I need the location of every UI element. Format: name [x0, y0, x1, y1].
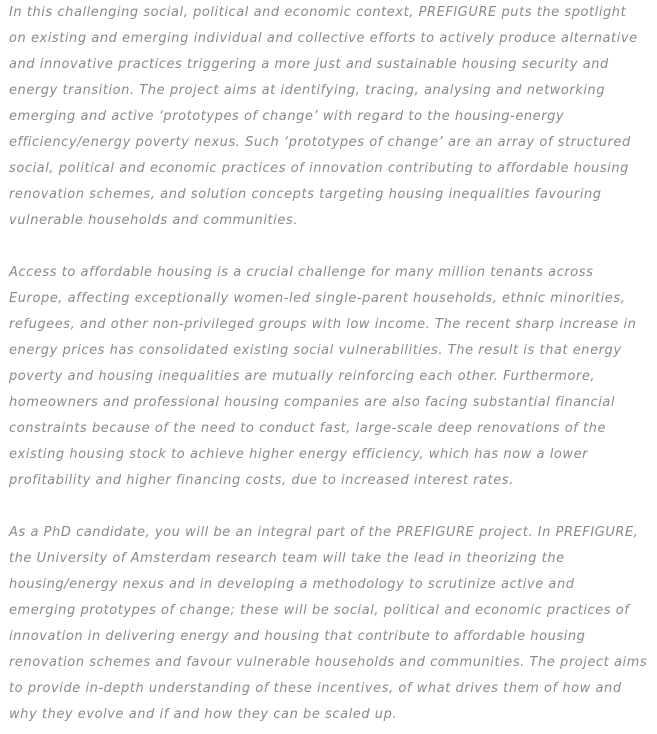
paragraph-spacer: [9, 234, 657, 260]
text-line: refugees, and other non-privileged groups with low income. The recent sharp increase in: [9, 317, 637, 332]
text-line: social, political and economic practices of innovation contributing to affordable housing: [9, 161, 629, 176]
text-line: constraints because of the need to conduct fast, large-scale deep renovations of the: [9, 421, 607, 436]
text-line: energy prices has consolidated existing social vulnerabilities. The result is that energy: [9, 343, 622, 358]
text-line: housing/energy nexus and in developing a methodology to scrutinize active and: [9, 577, 575, 592]
text-line: homeowners and professional housing companies are also facing substantial financial: [9, 395, 616, 410]
text-line: emerging prototypes of change; these will be social, political and economic practices of: [9, 603, 630, 618]
text-line: efficiency/energy poverty nexus. Such ‘prototypes of change’ are an array of structured: [9, 135, 631, 150]
text-line: emerging and active ‘prototypes of change’ with regard to the housing-energy: [9, 109, 565, 124]
text-line: the University of Amsterdam research team will take the lead in theorizing the: [9, 551, 565, 566]
text-line: In this challenging social, political and economic context, PREFIGURE puts the spotlight: [9, 5, 627, 20]
text-line: innovation in delivering energy and housing that contribute to affordable housing: [9, 629, 586, 644]
text-line: why they evolve and if and how they can be scaled up.: [9, 707, 398, 722]
document-body: [9, 0, 657, 728]
text-line: to provide in-depth understanding of these incentives, of what drives them of how and: [9, 681, 622, 696]
text-line: poverty and housing inequalities are mutually reinforcing each other. Furthermore,: [9, 369, 596, 384]
text-line: Europe, affecting exceptionally women-led single-parent households, ethnic minorities,: [9, 291, 626, 306]
paragraph-phd-role: [9, 520, 657, 728]
paragraph-context: [9, 0, 657, 234]
text-line: and innovative practices triggering a more just and sustainable housing security and: [9, 57, 609, 72]
text-line: vulnerable households and communities.: [9, 213, 298, 228]
text-line: renovation schemes and favour vulnerable households and communities. The project aims: [9, 655, 648, 670]
text-line: As a PhD candidate, you will be an integral part of the PREFIGURE project. In PREFIGURE,: [9, 525, 639, 540]
text-line: on existing and emerging individual and collective efforts to actively produce alternative: [9, 31, 638, 46]
paragraph-spacer: [9, 494, 657, 520]
paragraph-affordable-housing: [9, 260, 657, 494]
text-line: renovation schemes, and solution concepts targeting housing inequalities favouring: [9, 187, 602, 202]
text-line: energy transition. The project aims at identifying, tracing, analysing and networking: [9, 83, 606, 98]
text-line: Access to affordable housing is a crucial challenge for many million tenants across: [9, 265, 594, 280]
text-line: profitability and higher financing costs, due to increased interest rates.: [9, 473, 514, 488]
text-line: existing housing stock to achieve higher energy efficiency, which has now a lower: [9, 447, 589, 462]
